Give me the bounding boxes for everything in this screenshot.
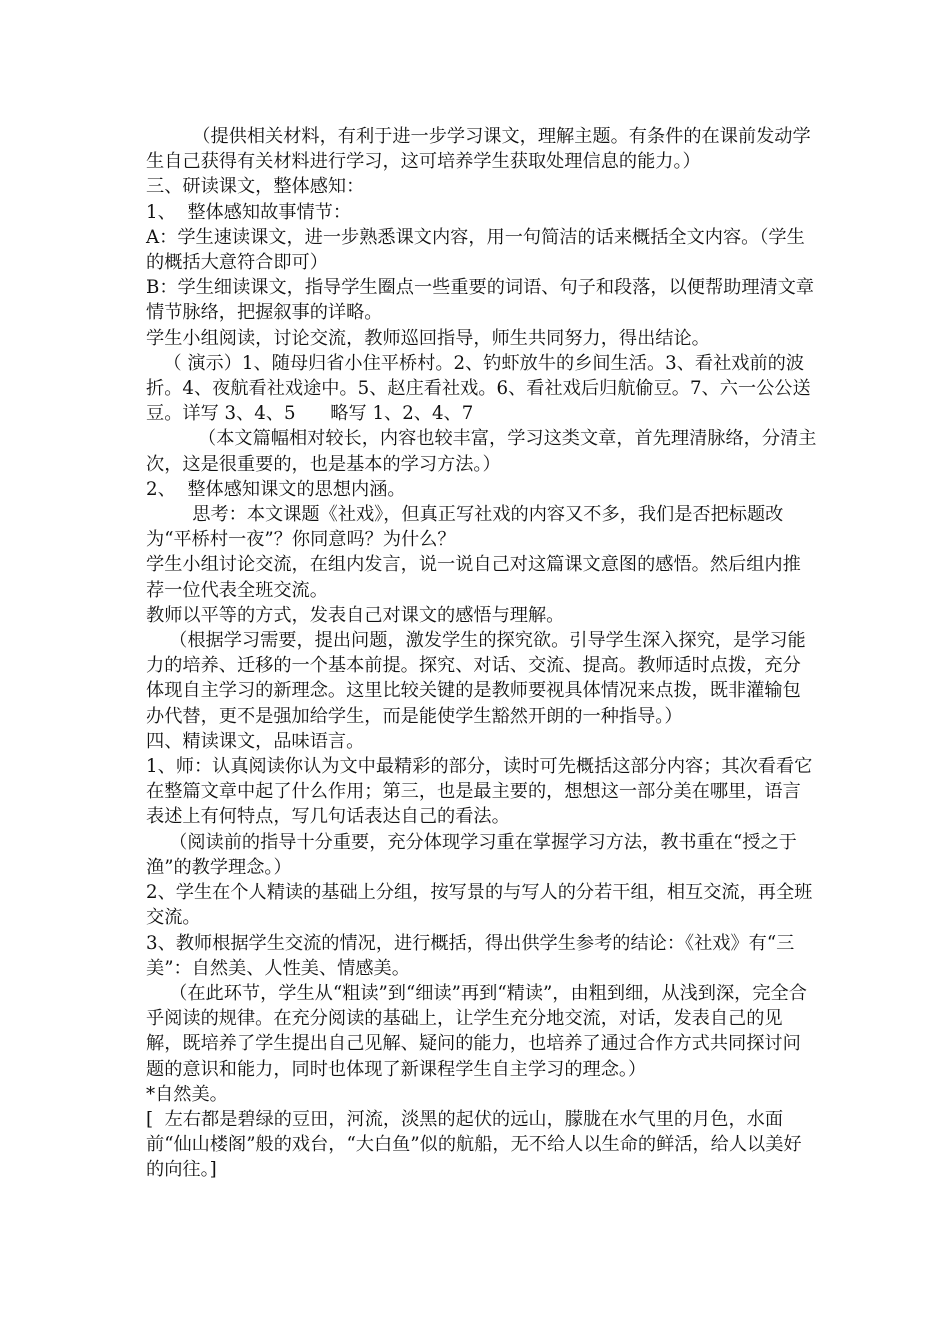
subheading-plot: 1、 整体感知故事情节： [146, 201, 352, 223]
heading-section-3: 三、研读课文，整体感知： [146, 176, 365, 198]
subheading-theme: 2、 整体感知课文的思想内涵。 [146, 478, 406, 500]
paragraph-question: 思考：本文课题《社戏》，但真正写社戏的内容又不多，我们是否把标题改为“平桥村一夜”？你同意吗？为什么？ [146, 504, 784, 551]
paragraph-group-reading: 学生小组阅读，讨论交流，教师巡回指导，师生共同努力，得出结论。 [146, 327, 710, 349]
paragraph-quote: [ 左右都是碧绿的豆田，河流，淡黑的起伏的远山，朦胧在水气里的月色，水面前“仙山楼阁”般的戏台，“大白鱼”似的航船，无不给人以生命的鲜活，给人以美好的向往。] [146, 1108, 802, 1181]
paragraph-demo-outline: （ 演示）1、随母归省小住平桥村。2、钓虾放牛的乡间生活。3、看社戏前的波折。4、夜航看社戏途中。5、赵庄看社戏。6、看社戏后归航偷豆。7、六一公公送豆。详写 3、4、5 略写 1、2、4、7 [146, 352, 811, 425]
paragraph-task-3: 3、教师根据学生交流的情况，进行概括，得出供学生参考的结论：《社戏》有“三美”：自然美、人性美、情感美。 [146, 932, 795, 979]
paragraph-task-1: 1、师：认真阅读你认为文中最精彩的部分，读时可先概括这部分内容；其次看看它在整篇文章中起了什么作用；第三，也是最主要的，想想这一部分美在哪里，语言表述上有何特点，写几句话表达自己的看法。 [146, 756, 813, 828]
heading-section-4: 四、精读课文，品味语言。 [146, 730, 365, 752]
paragraph-guidance-note: （阅读前的指导十分重要，充分体现学习重在掌握学习方法，教书重在“授之于渔”的教学理念。） [146, 831, 797, 878]
paragraph-natural-beauty: *自然美。 [146, 1083, 228, 1105]
paragraph-teacher-view: 教师以平等的方式，发表自己对课文的感悟与理解。 [146, 604, 565, 626]
paragraph-structure-note: （本文篇幅相对较长，内容也较丰富，学习这类文章，首先理清脉络，分清主次，这是很重要的，也是基本的学习方法。） [146, 428, 817, 475]
paragraph-materials-note: （提供相关材料，有利于进一步学习课文，理解主题。有条件的在课前发动学生自己获得有关材料进行学习，这可培养学生获取处理信息的能力。） [146, 126, 811, 173]
paragraph-step-a: A：学生速读课文，进一步熟悉课文内容，用一句简洁的话来概括全文内容。（学生的概括大意符合即可） [146, 226, 805, 274]
paragraph-group-discussion: 学生小组讨论交流，在组内发言，说一说自己对这篇课文意图的感悟。然后组内推荐一位代表全班交流。 [146, 554, 801, 601]
paragraph-reading-note: （在此环节，学生从“粗读”到“细读”再到“精读”，由粗到细，从浅到深，完全合乎阅读的规律。在充分阅读的基础上，让学生充分地交流，对话，发表自己的见解，既培养了学生提出自己见解、疑问的能力，也培养了通过合作方式共同探讨问题的意识和能力，同时也体现了新课程学生自主学习的理念。） [146, 982, 807, 1080]
paragraph-inquiry-note: （根据学习需要，提出问题，激发学生的探究欲。引导学生深入探究，是学习能力的培养、迁移的一个基本前提。探究、对话、交流、提高。教师适时点拨，充分体现自主学习的新理念。这里比较关键的是教师要视具体情况来点拨，既非灌输包办代替，更不是强加给学生，而是能使学生豁然开朗的一种指导。） [146, 630, 806, 727]
paragraph-step-b: B：学生细读课文，指导学生圈点一些重要的词语、句子和段落，以便帮助理清文章情节脉络，把握叙事的详略。 [146, 277, 815, 324]
paragraph-task-2: 2、学生在个人精读的基础上分组，按写景的与写人的分若干组，相互交流，再全班交流。 [146, 882, 813, 929]
document-body [146, 124, 818, 1183]
